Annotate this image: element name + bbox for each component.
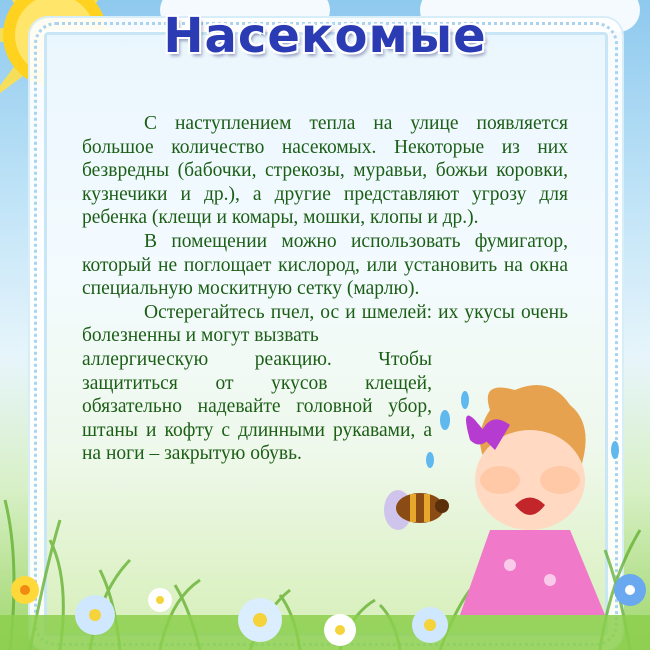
page-title: Насекомые bbox=[163, 8, 487, 64]
paragraph-ticks: аллергическую реакцию. Чтобы защититься от укусов клещей, обязательно надевайте головной убор, штаны и кофту с длинными рукавами, а на ноги – закрытую обувь. bbox=[82, 348, 432, 465]
paragraph-intro: С наступлением тепла на улице появляется большое количество насекомых. Некоторые из них безвредны (бабочки, стрекозы, муравьи, божьи коровки, кузнечики и др.), а другие представляют угрозу для ребенка (клещи и комары, мошки, клопы и др.). bbox=[82, 113, 568, 229]
paragraph-fumigator: В помещении можно использовать фумигатор, который не поглощает кислород, или установить на окна специальную москитную сетку (марлю). bbox=[82, 230, 568, 300]
article-body bbox=[82, 112, 568, 466]
paragraph-bees: Остерегайтесь пчел, ос и шмелей: их укусы очень болезненны и могут вызвать bbox=[82, 301, 568, 347]
